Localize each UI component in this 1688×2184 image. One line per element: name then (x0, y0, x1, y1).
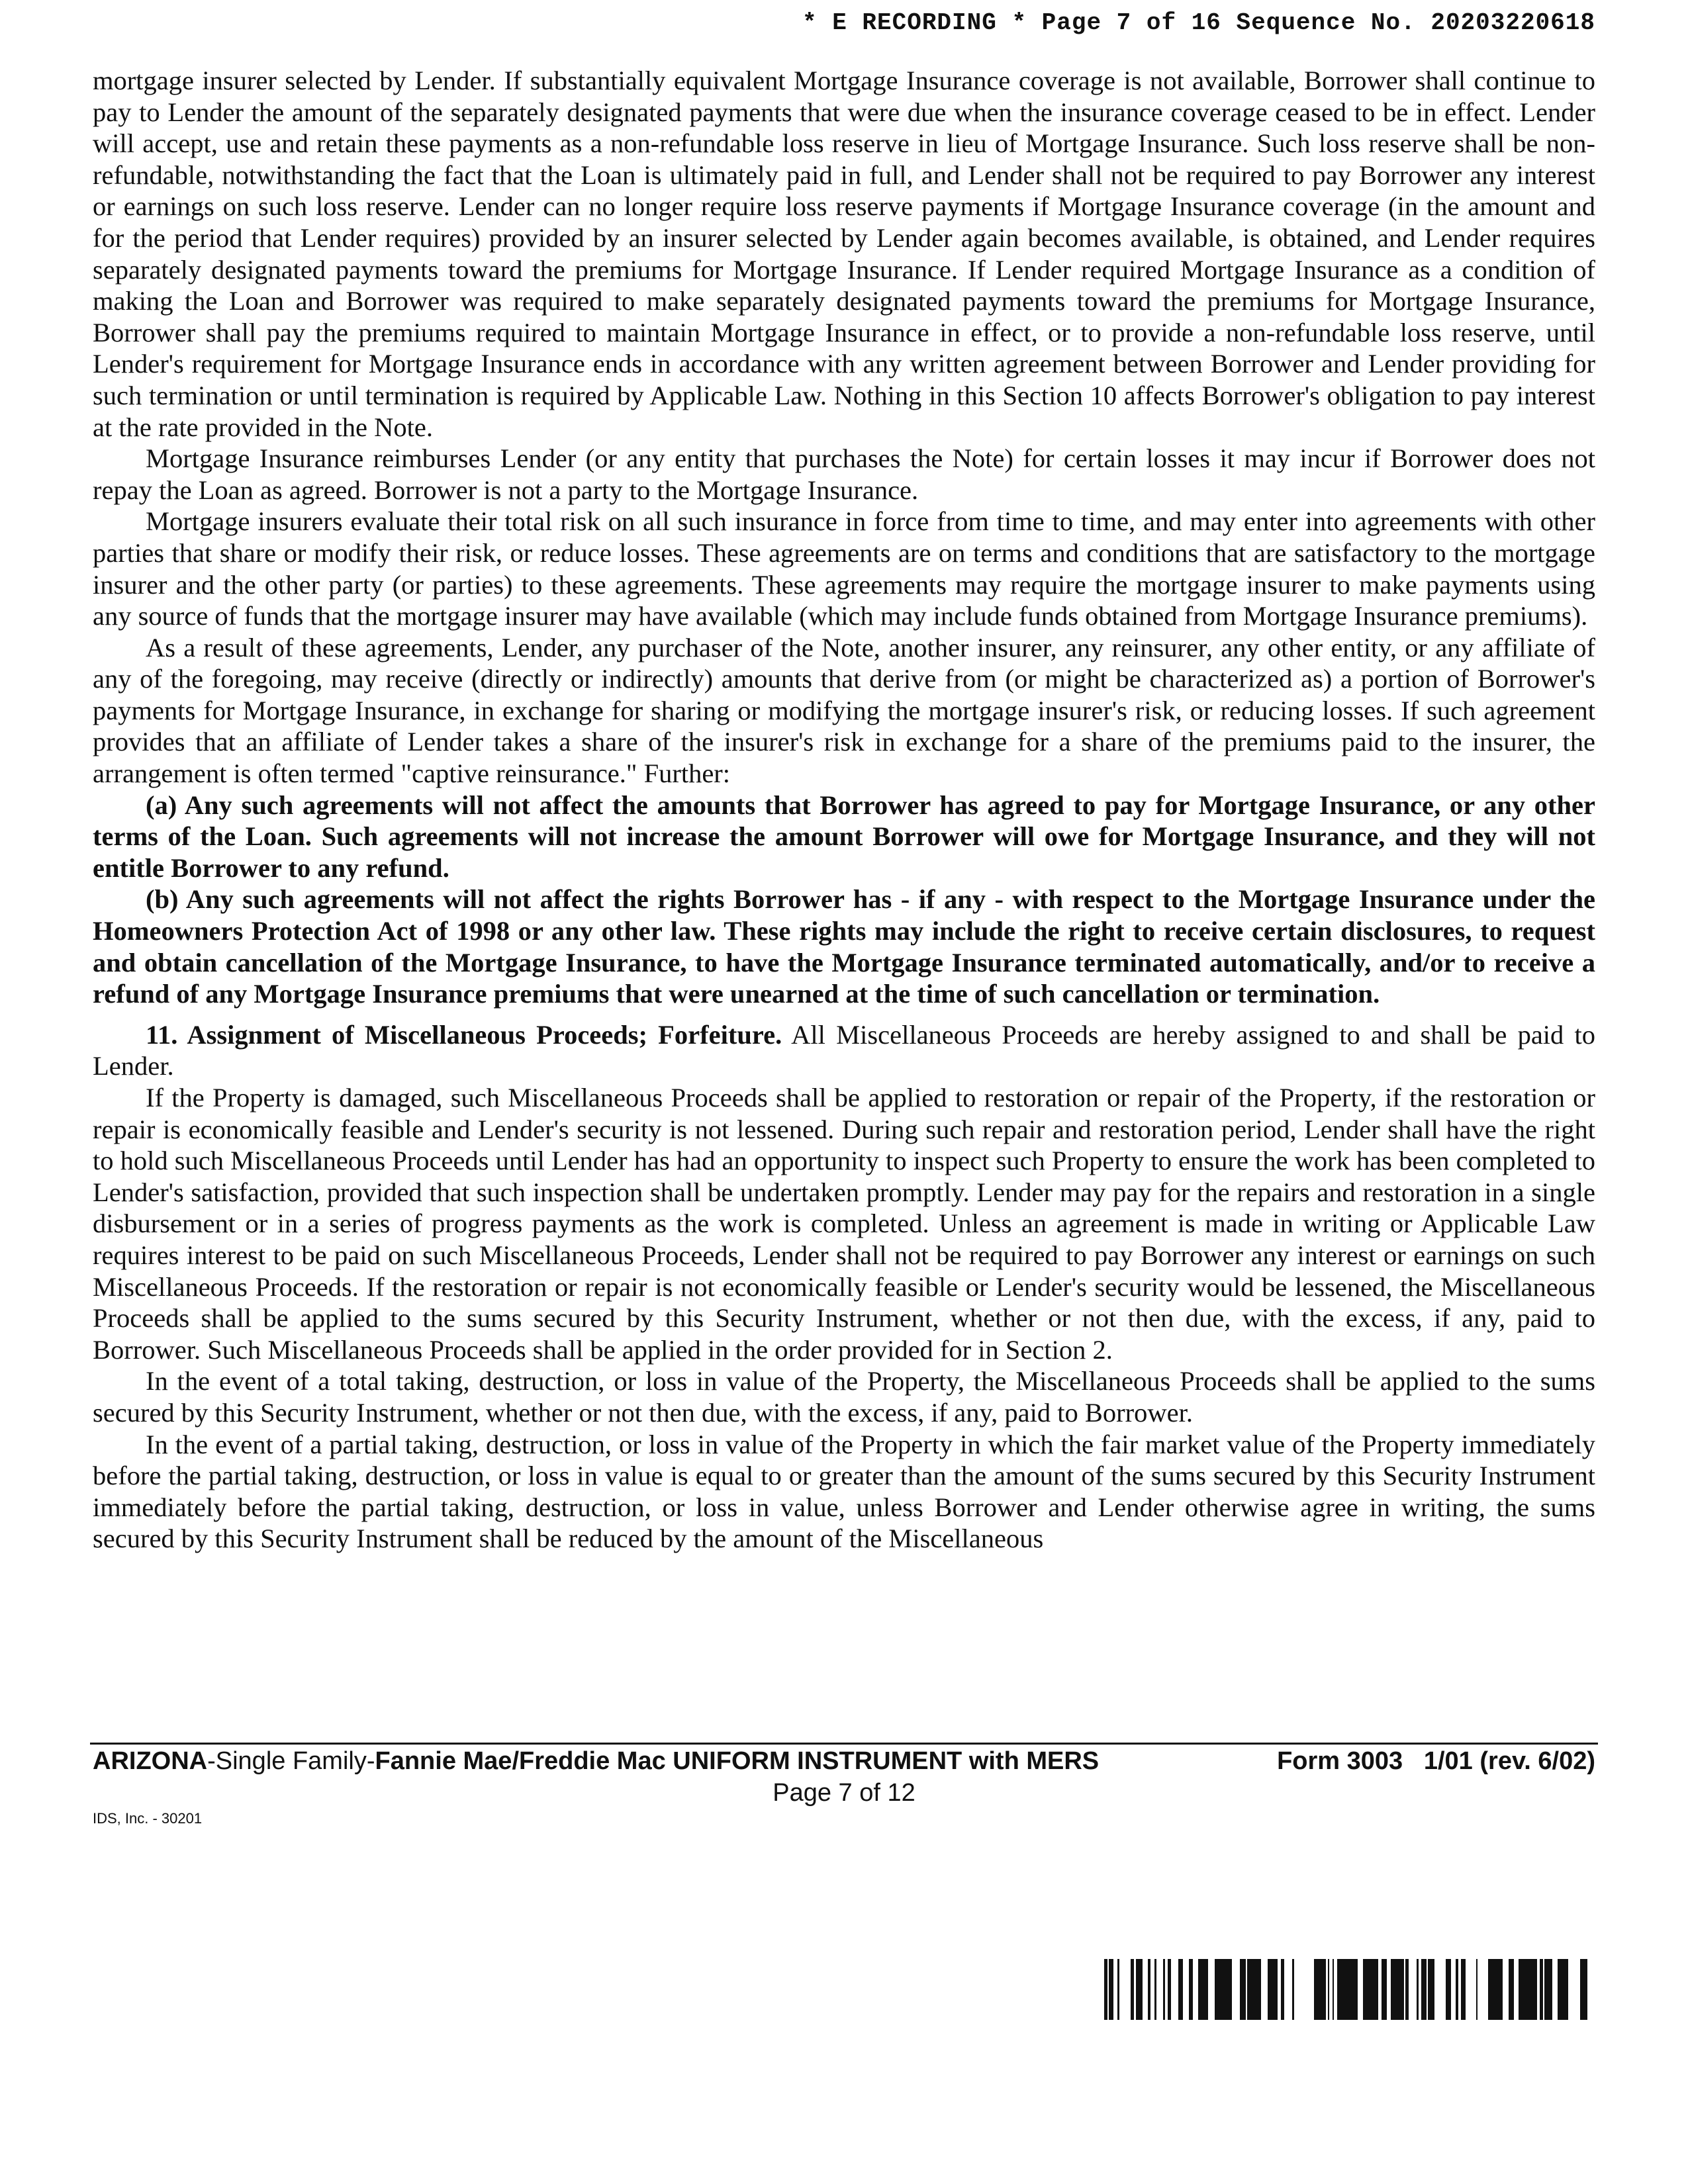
footer-state: ARIZONA (93, 1747, 208, 1775)
document-body (93, 65, 1595, 1555)
barcode-bar (1268, 1959, 1272, 2020)
barcode-bar (1524, 1959, 1528, 2020)
barcode-bar (1154, 1959, 1156, 2020)
barcode-bar (1109, 1959, 1112, 2020)
barcode-bar (1488, 1959, 1493, 2020)
footer-form-number: Form 3003 1/01 (rev. 6/02) (1277, 1747, 1595, 1775)
barcode-bar (1580, 1959, 1583, 2020)
barcode-bar (1244, 1959, 1246, 2020)
barcode-bar (1281, 1959, 1284, 2020)
barcode-bar (1169, 1959, 1171, 2020)
barcode-bar (1321, 1959, 1326, 2020)
barcode-bar (1495, 1959, 1500, 2020)
barcode-bar (1583, 1959, 1587, 2020)
barcode-bar (1363, 1959, 1366, 2020)
footer-instrument: Fannie Mae/Freddie Mac UNIFORM INSTRUMENT with MERS (375, 1747, 1100, 1775)
barcode-bar (1117, 1959, 1119, 2020)
barcode-bar (1428, 1959, 1430, 2020)
paragraph-clause-a: (a) Any such agreements will not affect the amounts that Borrower has agreed to pay for Mortgage Insurance, or any other terms of the Loan. Such agreements will not increase the amount Borrower will owe for Mortgage Insurance, and they will not entitle Borrower to any refund. (93, 790, 1595, 883)
barcode-bar (1354, 1959, 1358, 2020)
barcode-bar (1399, 1959, 1404, 2020)
barcode-bar (1509, 1959, 1510, 2020)
footer-instrument-title (93, 1747, 1099, 1776)
barcode-bar (1530, 1959, 1532, 2020)
barcode-bar (1136, 1959, 1141, 2020)
paragraph-clause-b: (b) Any such agreements will not affect the rights Borrower has - if any - with respect to the Mortgage Insurance under the Homeowners Protection Act of 1998 or any other law. These rights may include the right to receive certain disclosures, to request and obtain cancellation of the Mortgage Insurance, to have the Mortgage Insurance terminated automatically, and/or to receive a refund of any Mortgage Insurance premiums that were unearned at the time of such cancellation or termination. (93, 884, 1595, 1009)
recording-header: * E RECORDING * Page 7 of 16 Sequence No. 20203220618 (802, 9, 1595, 36)
barcode-bar (1189, 1959, 1193, 2020)
barcode-bar (1430, 1959, 1432, 2020)
barcode-bar (1315, 1959, 1319, 2020)
barcode-bar (1240, 1959, 1244, 2020)
barcode-bar (1345, 1959, 1349, 2020)
paragraph-property-damaged: If the Property is damaged, such Miscellaneous Proceeds shall be applied to restoration or repair of the Property, if the restoration or repair is economically feasible and Lender's security is not lessened. During such repair and restoration period, Lender shall have the right to hold such Miscellaneous Proceeds until Lender has had an opportunity to inspect such Property to ensure the work has been completed to Lender's satisfaction, provided that such inspection shall be undertaken promptly. Lender may pay for the repairs and restoration in a single disbursement or in a series of progress payments as the work is completed. Unless an agreement is made in writing or Applicable Law requires interest to be paid on such Miscellaneous Proceeds, Lender shall not be required to pay Borrower any interest or earnings on such Miscellaneous Proceeds. If the restoration or repair is not economically feasible or Lender's security would be lessened, the Miscellaneous Proceeds shall be applied to the sums secured by this Security Instrument, whether or not then due, with the excess, if any, paid to Borrower. Such Miscellaneous Proceeds shall be applied in the order provided for in Section 2. (93, 1083, 1595, 1365)
barcode-bar (1104, 1959, 1107, 2020)
barcode-bar (1251, 1959, 1252, 2020)
barcode-bar (1222, 1959, 1227, 2020)
barcode-bar (1349, 1959, 1354, 2020)
barcode-bar (1366, 1959, 1371, 2020)
paragraph-partial-taking: In the event of a partial taking, destruction, or loss in value of the Property in which the fair market value of the Property immediately before the partial taking, destruction, or loss in value is equal to or greater than the amount of the sums secured by this Security Instrument immediately before the partial taking, destruction, or loss in value, unless Borrower and Lender otherwise agree in writing, the sums secured by this Security Instrument shall be reduced by the amount of the Miscellaneous (93, 1429, 1595, 1554)
paragraph-mi-reimburses: Mortgage Insurance reimburses Lender (or any entity that purchases the Note) for certain losses it may incur if Borrower does not repay the Loan as agreed. Borrower is not a party to the Mortgage Insurance. (93, 443, 1595, 505)
barcode-bar (1544, 1959, 1549, 2020)
barcode-bar (1558, 1959, 1560, 2020)
barcode-bar (1328, 1959, 1329, 2020)
barcode-bar (1462, 1959, 1466, 2020)
barcode-bar (1205, 1959, 1208, 2020)
barcode-bar (1148, 1959, 1150, 2020)
barcode-bar (1333, 1959, 1334, 2020)
barcode-bar (1201, 1959, 1205, 2020)
barcode-bar (1337, 1959, 1340, 2020)
barcode-bar (1405, 1959, 1409, 2020)
barcode-bar (1344, 1959, 1345, 2020)
footer-page-number: Page 7 of 12 (773, 1779, 915, 1807)
barcode-bar (1256, 1959, 1260, 2020)
barcode-bar (1565, 1959, 1568, 2020)
barcode-bar (1493, 1959, 1495, 2020)
barcode-bar (1519, 1959, 1524, 2020)
barcode-bar (1227, 1959, 1232, 2020)
barcode-bar (1432, 1959, 1434, 2020)
barcode-bar (1510, 1959, 1514, 2020)
barcode-bar (1421, 1959, 1427, 2020)
paragraph-mi-evaluate-risk: Mortgage insurers evaluate their total risk on all such insurance in force from time to time, and may enter into agreements with other parties that share or modify their risk, or reduce losses. These agreements are on terms and conditions that are satisfactory to the mortgage insurer and the other party (or parties) to these agreements. These agreements may require the mortgage insurer to make payments using any source of funds that the mortgage insurer may have available (which may include funds obtained from Mortgage Insurance premiums). (93, 506, 1595, 631)
barcode-bar (1371, 1959, 1374, 2020)
barcode-bar (1395, 1959, 1399, 2020)
barcode-bar (1272, 1959, 1276, 2020)
barcode-bar (1168, 1959, 1169, 2020)
barcode-bar (1178, 1959, 1183, 2020)
barcode-bar (1314, 1959, 1315, 2020)
section-11-heading: 11. Assignment of Miscellaneous Proceeds; Forfeiture. (146, 1019, 782, 1050)
barcode-bar (1112, 1959, 1113, 2020)
section-11-paragraph (93, 1019, 1595, 1082)
paragraph-captive-reinsurance: As a result of these agreements, Lender, any purchaser of the Note, another insurer, any reinsurer, any other entity, or any affiliate of any of the foregoing, may receive (directly or indirectly) amounts that derive from (or might be characterized as) a portion of Borrower's payments for Mortgage Insurance, in exchange for sharing or modifying the mortgage insurer's risk, or reducing losses. If such agreement provides that an affiliate of Lender takes a share of the insurer's risk in exchange for a share of the premiums paid to the insurer, the arrangement is often termed "captive reinsurance." Further: (93, 632, 1595, 789)
footer-family-type: -Single Family- (207, 1747, 375, 1775)
footer-vendor-code: IDS, Inc. - 30201 (93, 1810, 203, 1827)
barcode-bar (1528, 1959, 1530, 2020)
barcode-bar (1456, 1959, 1458, 2020)
barcode-bar (1131, 1959, 1134, 2020)
barcode-bar (1340, 1959, 1344, 2020)
barcode-bar (1198, 1959, 1201, 2020)
barcode-bar (1476, 1959, 1477, 2020)
barcode-image (1104, 1959, 1595, 2020)
barcode-bar (1549, 1959, 1552, 2020)
barcode-bar (1319, 1959, 1321, 2020)
barcode-bar (1276, 1959, 1278, 2020)
barcode-bar (1260, 1959, 1261, 2020)
barcode-bar (1141, 1959, 1143, 2020)
barcode-bar (1446, 1959, 1451, 2020)
section-11-text: All Miscellaneous Proceeds are hereby assigned to and shall be paid to Lender. (93, 1019, 1595, 1081)
barcode-bar (1560, 1959, 1565, 2020)
barcode-bar (1252, 1959, 1256, 2020)
barcode-bar (1217, 1959, 1222, 2020)
barcode-bar (1540, 1959, 1543, 2020)
paragraph-total-taking: In the event of a total taking, destruction, or loss in value of the Property, the Miscellaneous Proceeds shall be applied to the sums secured by this Security Instrument, whether or not then due, with the excess, if any, paid to Borrower. (93, 1366, 1595, 1428)
barcode-bar (1500, 1959, 1503, 2020)
paragraph-continuation: mortgage insurer selected by Lender. If substantially equivalent Mortgage Insurance coverage is not available, Borrower shall continue to pay to Lender the amount of the separately designated payments that were due when the insurance coverage ceased to be in effect. Lender will accept, use and retain these payments as a non-refundable loss reserve in lieu of Mortgage Insurance. Such loss reserve shall be non-refundable, notwithstanding the fact that the Loan is ultimately paid in full, and Lender shall not be required to pay Borrower any interest or earnings on such loss reserve. Lender can no longer require loss reserve payments if Mortgage Insurance coverage (in the amount and for the period that Lender requires) provided by an insurer selected by Lender again becomes available, is obtained, and Lender requires separately designated payments toward the premiums for Mortgage Insurance. If Lender required Mortgage Insurance as a condition of making the Loan and Borrower was required to make separately designated payments toward the premiums for Mortgage Insurance, Borrower shall pay the premiums required to maintain Mortgage Insurance in effect, or to provide a non-refundable loss reserve, until Lender's requirement for Mortgage Insurance ends in accordance with any written agreement between Borrower and Lender providing for such termination or until termination is required by Applicable Law. Nothing in this Section 10 affects Borrower's obligation to pay interest at the rate provided in the Note. (93, 66, 1595, 442)
footer-divider (90, 1743, 1598, 1745)
barcode-bar (1532, 1959, 1537, 2020)
barcode-bar (1417, 1959, 1419, 2020)
barcode-bar (1391, 1959, 1395, 2020)
barcode-bar (1461, 1959, 1462, 2020)
barcode-bar (1374, 1959, 1378, 2020)
barcode-bar (1215, 1959, 1217, 2020)
barcode-bar (1292, 1959, 1294, 2020)
barcode-bar (1247, 1959, 1251, 2020)
barcode-bar (1382, 1959, 1387, 2020)
barcode-bar (1163, 1959, 1165, 2020)
